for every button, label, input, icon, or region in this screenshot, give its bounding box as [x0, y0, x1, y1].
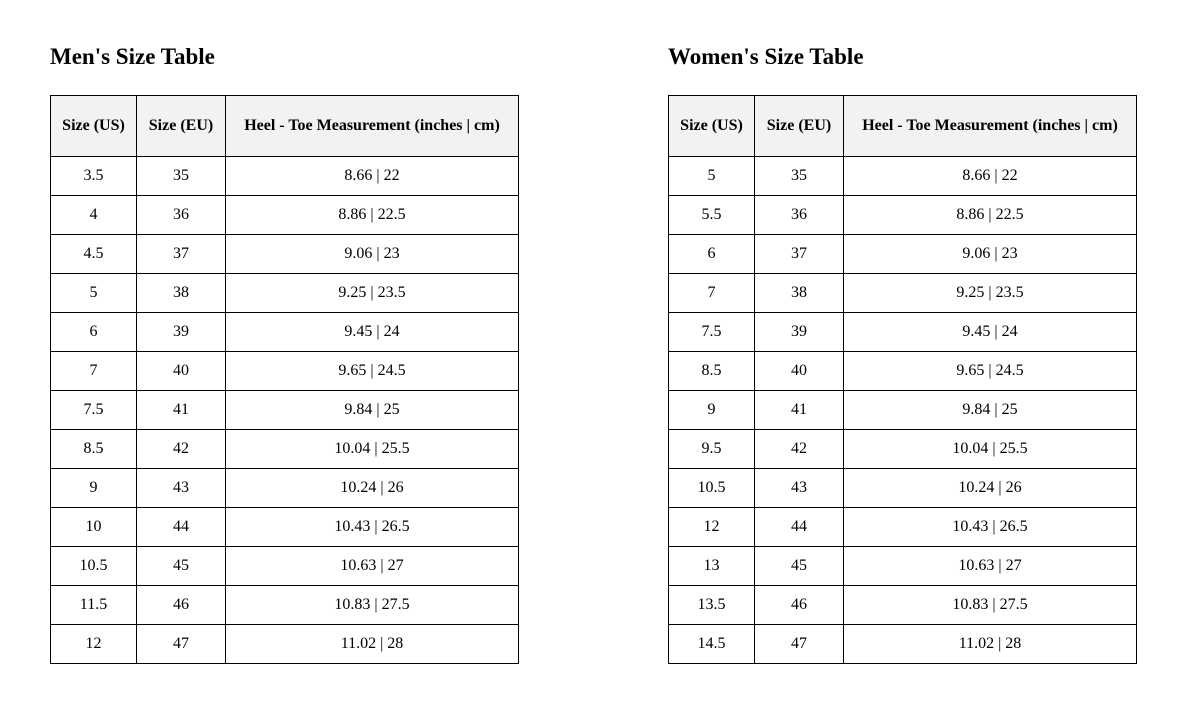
- table-row: [669, 547, 1137, 586]
- table-row: [51, 430, 519, 469]
- table-cell: 10: [51, 508, 137, 547]
- table-cell: 10.83 | 27.5: [226, 586, 519, 625]
- table-cell: 3.5: [51, 157, 137, 196]
- table-cell: 8.66 | 22: [844, 157, 1137, 196]
- table-row: [669, 625, 1137, 664]
- table-cell: 10.04 | 25.5: [226, 430, 519, 469]
- table-cell: 9.84 | 25: [226, 391, 519, 430]
- table-row: [51, 547, 519, 586]
- table-cell: 10.04 | 25.5: [844, 430, 1137, 469]
- womens-table-title: Women's Size Table: [668, 44, 864, 69]
- table-row: [51, 274, 519, 313]
- table-cell: 37: [137, 235, 226, 274]
- table-row: [669, 469, 1137, 508]
- mens-size-section: [50, 44, 518, 720]
- womens-size-table: [668, 95, 1137, 664]
- table-cell: 8.86 | 22.5: [226, 196, 519, 235]
- table-row: [669, 508, 1137, 547]
- table-cell: 7: [51, 352, 137, 391]
- table-row: [51, 586, 519, 625]
- table-row: [669, 586, 1137, 625]
- table-row: [51, 625, 519, 664]
- table-cell: 45: [137, 547, 226, 586]
- table-cell: 10.63 | 27: [226, 547, 519, 586]
- table-cell: 41: [137, 391, 226, 430]
- table-cell: 37: [755, 235, 844, 274]
- table-cell: 46: [755, 586, 844, 625]
- table-cell: 6: [51, 313, 137, 352]
- table-cell: 7: [669, 274, 755, 313]
- table-row: [51, 508, 519, 547]
- column-header-size-us: Size (US): [669, 96, 755, 157]
- table-cell: 39: [137, 313, 226, 352]
- table-cell: 10.63 | 27: [844, 547, 1137, 586]
- table-row: [51, 469, 519, 508]
- column-header-measurement: Heel - Toe Measurement (inches | cm): [844, 96, 1137, 157]
- table-cell: 47: [755, 625, 844, 664]
- table-cell: 9.06 | 23: [844, 235, 1137, 274]
- table-cell: 13: [669, 547, 755, 586]
- table-cell: 8.5: [51, 430, 137, 469]
- table-cell: 10.24 | 26: [844, 469, 1137, 508]
- table-cell: 10.5: [51, 547, 137, 586]
- table-row: [51, 391, 519, 430]
- table-cell: 8.86 | 22.5: [844, 196, 1137, 235]
- table-cell: 40: [755, 352, 844, 391]
- table-cell: 9.25 | 23.5: [226, 274, 519, 313]
- table-row: [669, 430, 1137, 469]
- table-row: [51, 157, 519, 196]
- table-cell: 44: [755, 508, 844, 547]
- table-cell: 13.5: [669, 586, 755, 625]
- table-cell: 36: [755, 196, 844, 235]
- column-header-size-eu: Size (EU): [137, 96, 226, 157]
- womens-size-section: [668, 44, 1136, 720]
- table-cell: 9.45 | 24: [844, 313, 1137, 352]
- column-header-size-us: Size (US): [51, 96, 137, 157]
- table-row: [51, 352, 519, 391]
- table-row: [51, 235, 519, 274]
- mens-size-table: [50, 95, 519, 664]
- table-row: [669, 391, 1137, 430]
- table-cell: 11.5: [51, 586, 137, 625]
- table-cell: 10.24 | 26: [226, 469, 519, 508]
- table-cell: 9.45 | 24: [226, 313, 519, 352]
- table-row: [669, 157, 1137, 196]
- table-cell: 9.5: [669, 430, 755, 469]
- column-header-measurement: Heel - Toe Measurement (inches | cm): [226, 96, 519, 157]
- table-cell: 8.5: [669, 352, 755, 391]
- table-cell: 11.02 | 28: [226, 625, 519, 664]
- table-row: [669, 352, 1137, 391]
- table-cell: 39: [755, 313, 844, 352]
- table-cell: 12: [669, 508, 755, 547]
- table-cell: 9.65 | 24.5: [226, 352, 519, 391]
- womens-table-header: [669, 96, 1137, 157]
- table-row: [51, 313, 519, 352]
- table-cell: 43: [755, 469, 844, 508]
- table-cell: 6: [669, 235, 755, 274]
- column-header-size-eu: Size (EU): [755, 96, 844, 157]
- table-cell: 36: [137, 196, 226, 235]
- table-row: [669, 313, 1137, 352]
- table-row: [669, 274, 1137, 313]
- table-cell: 7.5: [51, 391, 137, 430]
- table-cell: 12: [51, 625, 137, 664]
- table-cell: 10.83 | 27.5: [844, 586, 1137, 625]
- table-cell: 7.5: [669, 313, 755, 352]
- table-row: [669, 196, 1137, 235]
- table-cell: 10.43 | 26.5: [844, 508, 1137, 547]
- table-cell: 9.25 | 23.5: [844, 274, 1137, 313]
- table-cell: 44: [137, 508, 226, 547]
- table-cell: 14.5: [669, 625, 755, 664]
- table-cell: 4: [51, 196, 137, 235]
- table-cell: 4.5: [51, 235, 137, 274]
- womens-table-body: [669, 157, 1137, 664]
- table-cell: 10.5: [669, 469, 755, 508]
- table-cell: 8.66 | 22: [226, 157, 519, 196]
- table-cell: 9: [51, 469, 137, 508]
- table-row: [669, 235, 1137, 274]
- table-cell: 45: [755, 547, 844, 586]
- table-cell: 5.5: [669, 196, 755, 235]
- table-cell: 5: [669, 157, 755, 196]
- table-cell: 11.02 | 28: [844, 625, 1137, 664]
- table-cell: 46: [137, 586, 226, 625]
- header-row: [669, 96, 1137, 157]
- table-cell: 38: [137, 274, 226, 313]
- table-cell: 9.65 | 24.5: [844, 352, 1137, 391]
- mens-table-header: [51, 96, 519, 157]
- table-cell: 43: [137, 469, 226, 508]
- table-cell: 5: [51, 274, 137, 313]
- table-cell: 42: [755, 430, 844, 469]
- table-cell: 38: [755, 274, 844, 313]
- table-cell: 41: [755, 391, 844, 430]
- table-cell: 9.84 | 25: [844, 391, 1137, 430]
- table-cell: 42: [137, 430, 226, 469]
- table-row: [51, 196, 519, 235]
- table-cell: 40: [137, 352, 226, 391]
- mens-table-title: Men's Size Table: [50, 44, 215, 69]
- table-cell: 47: [137, 625, 226, 664]
- table-cell: 10.43 | 26.5: [226, 508, 519, 547]
- table-cell: 9: [669, 391, 755, 430]
- mens-table-body: [51, 157, 519, 664]
- table-cell: 9.06 | 23: [226, 235, 519, 274]
- table-cell: 35: [755, 157, 844, 196]
- header-row: [51, 96, 519, 157]
- table-cell: 35: [137, 157, 226, 196]
